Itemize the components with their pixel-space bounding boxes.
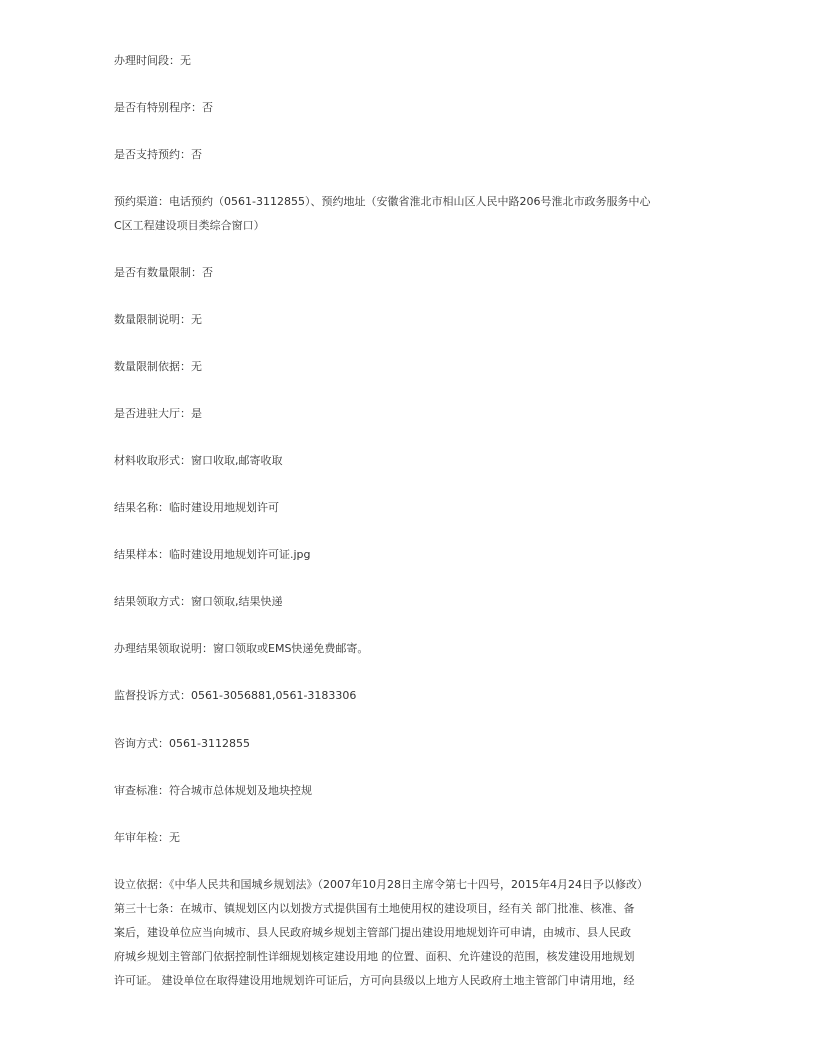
result-pickup-note-field: 办理结果领取说明：窗口领取或EMS快递免费邮寄。 [114,642,369,655]
result-name-field: 结果名称：临时建设用地规划许可 [114,501,279,514]
appointment-support-field: 是否支持预约：否 [114,148,202,161]
quantity-limit-basis-field: 数量限制依据：无 [114,360,202,373]
legal-basis-line-1: 设立依据：《中华人民共和国城乡规划法》（2007年10月28日主席令第七十四号，2015年4月24日予以修改） [114,878,648,891]
quantity-limit-field: 是否有数量限制：否 [114,266,213,279]
hall-entry-field: 是否进驻大厅：是 [114,407,202,420]
complaint-contact-field: 监督投诉方式：0561-3056881,0561-3183306 [114,689,357,702]
legal-basis-line-4: 府城乡规划主管部门依据控制性详细规划核定建设用地 的位置、面积、允许建设的范围，核发建设用地规划 [114,950,635,963]
handling-period-field: 办理时间段：无 [114,54,191,67]
annual-inspection-field: 年审年检：无 [114,831,180,844]
review-standard-field: 审查标准：符合城市总体规划及地块控规 [114,784,312,797]
appointment-channel-field: 预约渠道：电话预约（0561-3112855）、预约地址（安徽省淮北市相山区人民中路206号淮北市政务服务中心 [114,195,651,208]
result-sample-field: 结果样本：临时建设用地规划许可证.jpg [114,548,311,561]
consultation-contact-field: 咨询方式：0561-3112855 [114,737,250,750]
legal-basis-line-2: 第三十七条：在城市、镇规划区内以划拨方式提供国有土地使用权的建设项目，经有关 部门批准、核准、备 [114,902,635,915]
legal-basis-line-5: 许可证。 建设单位在取得建设用地规划许可证后，方可向县级以上地方人民政府土地主管部门申请用地，经 [114,974,635,987]
material-collection-field: 材料收取形式：窗口收取,邮寄收取 [114,454,283,467]
quantity-limit-note-field: 数量限制说明：无 [114,313,202,326]
legal-basis-line-3: 案后，建设单位应当向城市、县人民政府城乡规划主管部门提出建设用地规划许可申请，由城市、县人民政 [114,926,631,939]
result-pickup-method-field: 结果领取方式：窗口领取,结果快递 [114,595,283,608]
appointment-channel-field-cont: C区工程建设项目类综合窗口） [114,219,265,232]
special-procedure-field: 是否有特别程序：否 [114,101,213,114]
